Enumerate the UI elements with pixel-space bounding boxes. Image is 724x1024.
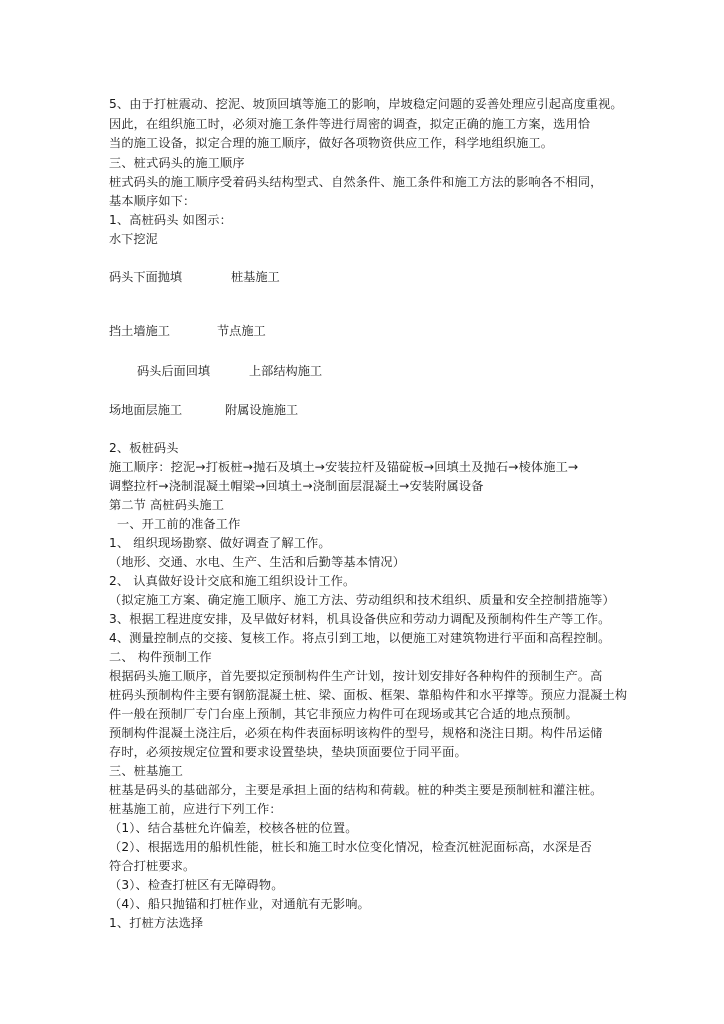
foundation-heading: 三、桩基施工 — [109, 764, 184, 778]
flow-step-retaining-wall: 挡土墙施工 — [109, 324, 170, 338]
prefab-line-3: 件一般在预制厂专门台座上预制，其它非预应力构件可在现场或其它合适的地点预制。 — [109, 707, 578, 721]
flow-step-node: 节点施工 — [217, 324, 266, 338]
prep-item-4: 4、测量控制点的交接、复核工作。将点引到工地，以便施工对建筑物进行平面和高程控制。 — [109, 631, 611, 645]
intro-line-3: 当的施工设备，拟定合理的施工顺序，做好各项物资供应工作，科学地组织施工。 — [109, 136, 554, 150]
foundation-check-4: （4）、船只抛锚和打桩作业，对通航有无影响。 — [109, 897, 370, 911]
foundation-check-2: （2）、根据选用的船机性能，桩长和施工时水位变化情况，检查沉桩泥面标高，水深是否 — [109, 840, 592, 854]
flow-step-dredging: 水下挖泥 — [109, 232, 158, 246]
pile-method-heading: 1、打桩方法选择 — [109, 916, 204, 930]
foundation-line-2: 桩基施工前，应进行下列工作： — [109, 802, 282, 816]
foundation-check-2-cont: 符合打桩要求。 — [109, 859, 196, 873]
chapter-heading: 第二节 高桩码头施工 — [109, 498, 225, 512]
sheet-pile-heading: 2、板桩码头 — [109, 441, 179, 455]
prep-item-3: 3、根据工程进度安排，及早做好材料，机具设备供应和劳动力调配及预制构件生产等工作。 — [109, 612, 611, 626]
section-heading: 三、桩式码头的施工顺序 — [109, 156, 245, 170]
intro-line-2: 因此，在组织施工时，必须对施工条件等进行周密的调查，拟定正确的施工方案，选用恰 — [109, 117, 591, 131]
section-body-line-2: 基本顺序如下： — [109, 194, 196, 208]
prep-item-2: 2、 认真做好设计交底和施工组织设计工作。 — [109, 574, 356, 588]
section-body-line-1: 桩式码头的施工顺序受着码头结构型式、自然条件、施工条件和施工方法的影响各不相同， — [109, 175, 603, 189]
prep-item-1: 1、 组织现场勘察、做好调查了解工作。 — [109, 536, 331, 550]
sheet-pile-line-2: 调整拉杆→浇制混凝土帽梁→回填土→浇制面层混凝土→安装附属设备 — [109, 479, 484, 493]
prefab-heading: 二、 构件预制工作 — [109, 650, 212, 664]
flow-step-fill-under: 码头下面抛填 — [109, 270, 183, 284]
prefab-line-4: 预制构件混凝土浇注后，必须在构件表面标明该构件的型号，规格和浇注日期。构件吊运储 — [109, 726, 603, 740]
prefab-line-5: 存时，必须按规定位置和要求设置垫块，垫块顶面要位于同平面。 — [109, 745, 467, 759]
subsection-heading: 一、开工前的准备工作 — [109, 517, 241, 531]
flow-step-surface: 场地面层施工 — [109, 403, 183, 417]
prefab-line-2: 桩码头预制构件主要有钢筋混凝土桩、梁、面板、框架、靠船构件和水平撑等。预应力混凝土构 — [109, 688, 628, 702]
flow-step-backfill: 码头后面回填 — [137, 364, 211, 378]
sheet-pile-line-1: 施工顺序：挖泥→打板桩→抛石及填土→安装拉杆及锚碇板→回填土及抛石→棱体施工→ — [109, 460, 579, 474]
prep-item-1-note: （地形、交通、水电、生产、生活和后勤等基本情况） — [109, 555, 406, 569]
prep-item-2-note: （拟定施工方案、确定施工顺序、施工方法、劳动组织和技术组织、质量和安全控制措施等） — [109, 593, 615, 607]
foundation-line-1: 桩基是码头的基础部分，主要是承担上面的结构和荷载。桩的种类主要是预制桩和灌注桩。 — [109, 783, 603, 797]
flow-step-ancillary: 附属设施施工 — [225, 403, 299, 417]
foundation-check-3: （3）、检查打桩区有无障碍物。 — [109, 878, 284, 892]
flow-step-superstructure: 上部结构施工 — [249, 364, 323, 378]
flow-step-pile: 桩基施工 — [231, 270, 280, 284]
prefab-line-1: 根据码头施工顺序，首先要拟定预制构件生产计划，按计划安排好各种构件的预制生产。高 — [109, 669, 603, 683]
list-item: 1、高桩码头 如图示： — [109, 213, 232, 227]
intro-line-1: 5、由于打桩震动、挖泥、坡顶回填等施工的影响，岸坡稳定问题的妥善处理应引起高度重视。 — [109, 97, 623, 111]
foundation-check-1: （1）、结合基桩允许偏差，校核各桩的位置。 — [109, 821, 358, 835]
